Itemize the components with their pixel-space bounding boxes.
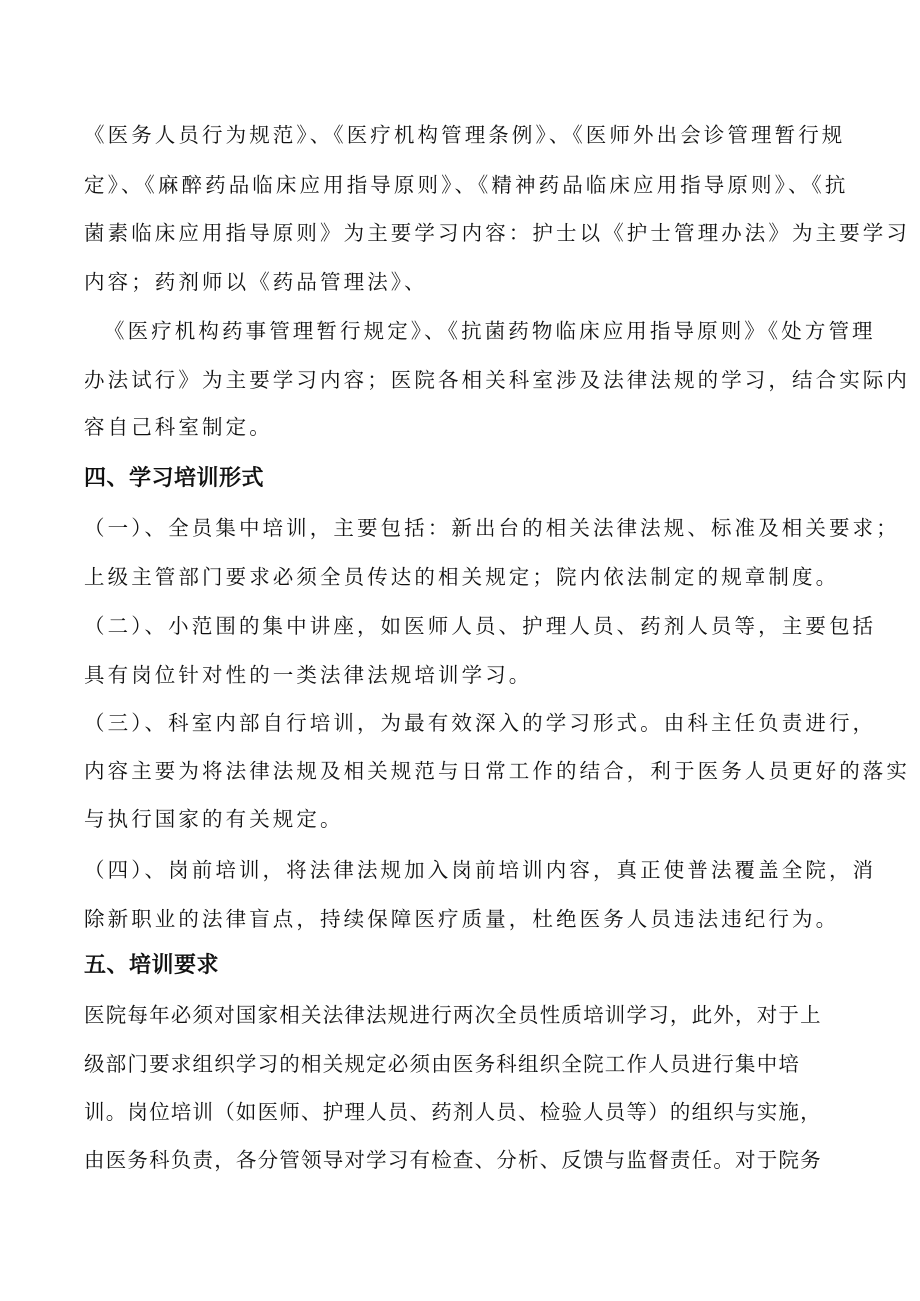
s5-line-2: 级部门要求组织学习的相关规定必须由医务科组织全院工作人员进行集中培 <box>84 1052 801 1076</box>
p1-line-4: 内容；药剂师以《药品管理法》、 <box>84 270 428 294</box>
s5-line-3: 训。岗位培训（如医师、护理人员、药剂人员、检验人员等）的组织与实施， <box>84 1100 822 1124</box>
p2-line-2: 办法试行》为主要学习内容；医院各相关科室涉及法律法规的学习，结合实际内 <box>84 368 910 392</box>
s4-item-1-line-1: （一）、全员集中培训，主要包括：新出台的相关法律法规、标准及相关要求； <box>84 516 900 540</box>
s4-item-3-line-1: （三）、科室内部自行培训，为最有效深入的学习形式。由科主任负责进行， <box>84 711 877 735</box>
s4-item-1-line-2: 上级主管部门要求必须全员传达的相关规定；院内依法制定的规章制度。 <box>84 565 840 589</box>
p2-line-1: 《医疗机构药事管理暂行规定》、《抗菌药物临床应用指导原则》《处方管理 <box>104 319 876 343</box>
p1-line-2: 定》、《麻醉药品临床应用指导原则》、《精神药品临床应用指导原则》、《抗 <box>84 173 849 197</box>
section-5-heading: 五、培训要求 <box>84 953 220 978</box>
s5-line-4: 由医务科负责，各分管领导对学习有检查、分析、反馈与监督责任。对于院务 <box>84 1148 822 1172</box>
p1-line-3: 菌素临床应用指导原则》为主要学习内容：护士以《护士管理办法》为主要学习 <box>84 221 910 245</box>
s4-item-2-line-1: （二）、小范围的集中讲座，如医师人员、护理人员、药剂人员等，主要包括 <box>84 614 877 638</box>
s4-item-3-line-3: 与执行国家的有关规定。 <box>84 807 344 831</box>
section-4-heading: 四、学习培训形式 <box>84 466 265 491</box>
s5-line-1: 医院每年必须对国家相关法律法规进行两次全员性质培训学习，此外，对于上 <box>84 1003 822 1027</box>
s4-item-2-line-2: 具有岗位针对性的一类法律法规培训学习。 <box>84 663 533 687</box>
s4-item-3-line-2: 内容主要为将法律法规及相关规范与日常工作的结合，利于医务人员更好的落实 <box>84 759 910 783</box>
s4-item-4-line-1: （四）、岗前培训，将法律法规加入岗前培训内容，真正使普法覆盖全院，消 <box>84 858 877 882</box>
p2-line-3: 容自己科室制定。 <box>84 415 273 439</box>
p1-line-1: 《医务人员行为规范》、《医疗机构管理条例》、《医师外出会诊管理暂行规 <box>84 123 846 147</box>
s4-item-4-line-2: 除新职业的法律盲点，持续保障医疗质量，杜绝医务人员违法违纪行为。 <box>84 907 840 931</box>
